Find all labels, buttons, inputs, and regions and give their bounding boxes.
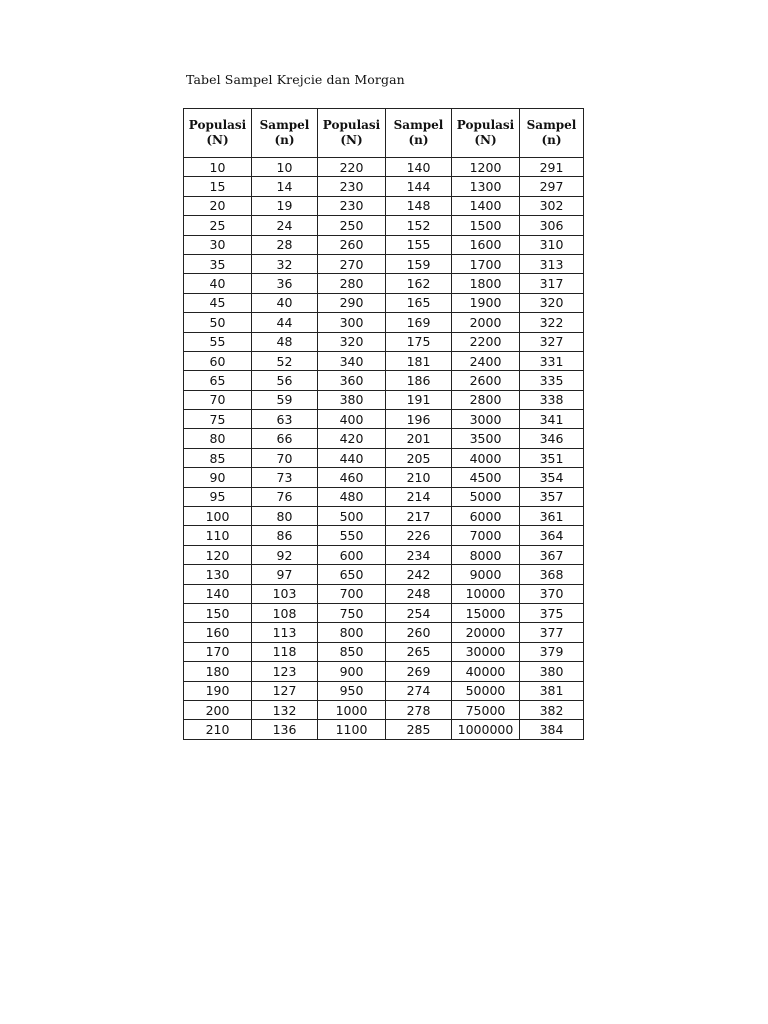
table-row xyxy=(184,720,584,739)
sampel-cell: 159 xyxy=(386,254,452,273)
populasi-cell: 1600 xyxy=(452,235,520,254)
header-populasi-2 xyxy=(318,109,386,158)
populasi-cell: 8000 xyxy=(452,545,520,564)
populasi-cell: 380 xyxy=(318,390,386,409)
populasi-cell: 480 xyxy=(318,487,386,506)
table-row xyxy=(184,584,584,603)
table-row xyxy=(184,429,584,448)
header-unit: (N) xyxy=(474,133,497,147)
populasi-cell: 30000 xyxy=(452,642,520,661)
sampel-cell: 169 xyxy=(386,313,452,332)
sampel-cell: 118 xyxy=(252,642,318,661)
sampel-cell: 32 xyxy=(252,254,318,273)
table-row xyxy=(184,235,584,254)
table-row xyxy=(184,274,584,293)
sampel-cell: 357 xyxy=(520,487,584,506)
populasi-cell: 300 xyxy=(318,313,386,332)
table-row xyxy=(184,254,584,273)
populasi-cell: 230 xyxy=(318,177,386,196)
populasi-cell: 150 xyxy=(184,603,252,622)
populasi-cell: 900 xyxy=(318,662,386,681)
sampel-cell: 162 xyxy=(386,274,452,293)
populasi-cell: 4500 xyxy=(452,468,520,487)
table-row xyxy=(184,177,584,196)
sampel-cell: 331 xyxy=(520,351,584,370)
sampel-cell: 92 xyxy=(252,545,318,564)
sampel-cell: 384 xyxy=(520,720,584,739)
table-row xyxy=(184,526,584,545)
populasi-cell: 170 xyxy=(184,642,252,661)
sampel-cell: 226 xyxy=(386,526,452,545)
sampel-cell: 40 xyxy=(252,293,318,312)
sampel-cell: 278 xyxy=(386,700,452,719)
sampel-cell: 196 xyxy=(386,410,452,429)
sampel-cell: 103 xyxy=(252,584,318,603)
sampel-cell: 175 xyxy=(386,332,452,351)
sampel-cell: 186 xyxy=(386,371,452,390)
populasi-cell: 15000 xyxy=(452,603,520,622)
header-label: Populasi xyxy=(188,118,247,132)
populasi-cell: 95 xyxy=(184,487,252,506)
populasi-cell: 50 xyxy=(184,313,252,332)
sampel-cell: 361 xyxy=(520,507,584,526)
populasi-cell: 850 xyxy=(318,642,386,661)
header-unit: (N) xyxy=(206,133,229,147)
sampel-cell: 274 xyxy=(386,681,452,700)
sampel-cell: 165 xyxy=(386,293,452,312)
populasi-cell: 400 xyxy=(318,410,386,429)
sampel-cell: 346 xyxy=(520,429,584,448)
sampel-cell: 380 xyxy=(520,662,584,681)
populasi-cell: 1500 xyxy=(452,216,520,235)
sampel-cell: 242 xyxy=(386,565,452,584)
populasi-cell: 1400 xyxy=(452,196,520,215)
table-row xyxy=(184,216,584,235)
sampel-cell: 181 xyxy=(386,351,452,370)
sampel-cell: 63 xyxy=(252,410,318,429)
sampel-cell: 370 xyxy=(520,584,584,603)
table-row xyxy=(184,196,584,215)
header-sampel-3 xyxy=(520,109,584,158)
populasi-cell: 15 xyxy=(184,177,252,196)
sampel-cell: 97 xyxy=(252,565,318,584)
populasi-cell: 2200 xyxy=(452,332,520,351)
sampel-cell: 80 xyxy=(252,507,318,526)
sampel-cell: 48 xyxy=(252,332,318,351)
populasi-cell: 25 xyxy=(184,216,252,235)
sampel-cell: 201 xyxy=(386,429,452,448)
sampel-cell: 86 xyxy=(252,526,318,545)
header-label: Populasi xyxy=(456,118,515,132)
header-unit: (N) xyxy=(340,133,363,147)
populasi-cell: 600 xyxy=(318,545,386,564)
populasi-cell: 10 xyxy=(184,158,252,177)
populasi-cell: 280 xyxy=(318,274,386,293)
populasi-cell: 440 xyxy=(318,448,386,467)
table-header xyxy=(184,109,584,158)
table-row xyxy=(184,700,584,719)
sampel-cell: 377 xyxy=(520,623,584,642)
header-populasi-3 xyxy=(452,109,520,158)
populasi-cell: 35 xyxy=(184,254,252,273)
sampel-cell: 73 xyxy=(252,468,318,487)
populasi-cell: 130 xyxy=(184,565,252,584)
populasi-cell: 1800 xyxy=(452,274,520,293)
sampel-cell: 379 xyxy=(520,642,584,661)
populasi-cell: 50000 xyxy=(452,681,520,700)
sampel-cell: 375 xyxy=(520,603,584,622)
populasi-cell: 260 xyxy=(318,235,386,254)
sampel-cell: 136 xyxy=(252,720,318,739)
populasi-cell: 220 xyxy=(318,158,386,177)
populasi-cell: 180 xyxy=(184,662,252,681)
sampel-cell: 152 xyxy=(386,216,452,235)
sampel-cell: 327 xyxy=(520,332,584,351)
populasi-cell: 90 xyxy=(184,468,252,487)
populasi-cell: 3500 xyxy=(452,429,520,448)
populasi-cell: 190 xyxy=(184,681,252,700)
sampel-cell: 36 xyxy=(252,274,318,293)
sampel-cell: 335 xyxy=(520,371,584,390)
populasi-cell: 120 xyxy=(184,545,252,564)
populasi-cell: 230 xyxy=(318,196,386,215)
header-label: Sampel xyxy=(259,118,310,132)
populasi-cell: 500 xyxy=(318,507,386,526)
table-row xyxy=(184,603,584,622)
sampel-cell: 260 xyxy=(386,623,452,642)
populasi-cell: 2600 xyxy=(452,371,520,390)
sampel-cell: 155 xyxy=(386,235,452,254)
sampel-cell: 310 xyxy=(520,235,584,254)
sampel-cell: 10 xyxy=(252,158,318,177)
populasi-cell: 460 xyxy=(318,468,386,487)
sampel-cell: 338 xyxy=(520,390,584,409)
sampel-cell: 320 xyxy=(520,293,584,312)
header-label: Populasi xyxy=(322,118,381,132)
populasi-cell: 340 xyxy=(318,351,386,370)
sampel-cell: 76 xyxy=(252,487,318,506)
populasi-cell: 320 xyxy=(318,332,386,351)
sampel-cell: 123 xyxy=(252,662,318,681)
table-row xyxy=(184,623,584,642)
populasi-cell: 75 xyxy=(184,410,252,429)
header-sampel-1 xyxy=(252,109,318,158)
populasi-cell: 700 xyxy=(318,584,386,603)
populasi-cell: 1100 xyxy=(318,720,386,739)
table-row xyxy=(184,642,584,661)
sampel-cell: 382 xyxy=(520,700,584,719)
table-row xyxy=(184,313,584,332)
sampel-cell: 19 xyxy=(252,196,318,215)
sampel-cell: 14 xyxy=(252,177,318,196)
sampel-cell: 297 xyxy=(520,177,584,196)
sampel-cell: 148 xyxy=(386,196,452,215)
header-unit: (n) xyxy=(408,133,429,147)
sampel-cell: 313 xyxy=(520,254,584,273)
table-row xyxy=(184,390,584,409)
sampel-cell: 217 xyxy=(386,507,452,526)
populasi-cell: 650 xyxy=(318,565,386,584)
populasi-cell: 100 xyxy=(184,507,252,526)
populasi-cell: 7000 xyxy=(452,526,520,545)
table-row xyxy=(184,293,584,312)
populasi-cell: 55 xyxy=(184,332,252,351)
populasi-cell: 2800 xyxy=(452,390,520,409)
sampel-cell: 66 xyxy=(252,429,318,448)
table-row xyxy=(184,507,584,526)
populasi-cell: 200 xyxy=(184,700,252,719)
populasi-cell: 1000 xyxy=(318,700,386,719)
sampel-cell: 44 xyxy=(252,313,318,332)
populasi-cell: 40 xyxy=(184,274,252,293)
sampel-cell: 205 xyxy=(386,448,452,467)
populasi-cell: 85 xyxy=(184,448,252,467)
table-row xyxy=(184,351,584,370)
populasi-cell: 20000 xyxy=(452,623,520,642)
populasi-cell: 800 xyxy=(318,623,386,642)
sampel-cell: 127 xyxy=(252,681,318,700)
populasi-cell: 5000 xyxy=(452,487,520,506)
header-sampel-2 xyxy=(386,109,452,158)
populasi-cell: 3000 xyxy=(452,410,520,429)
table-row xyxy=(184,662,584,681)
populasi-cell: 1300 xyxy=(452,177,520,196)
table-row xyxy=(184,545,584,564)
populasi-cell: 30 xyxy=(184,235,252,254)
header-label: Sampel xyxy=(393,118,444,132)
sampel-cell: 351 xyxy=(520,448,584,467)
populasi-cell: 20 xyxy=(184,196,252,215)
populasi-cell: 9000 xyxy=(452,565,520,584)
populasi-cell: 1000000 xyxy=(452,720,520,739)
sampel-cell: 210 xyxy=(386,468,452,487)
sampel-cell: 302 xyxy=(520,196,584,215)
populasi-cell: 360 xyxy=(318,371,386,390)
sampel-cell: 285 xyxy=(386,720,452,739)
table-row xyxy=(184,371,584,390)
sampel-cell: 269 xyxy=(386,662,452,681)
table-row xyxy=(184,681,584,700)
populasi-cell: 270 xyxy=(318,254,386,273)
populasi-cell: 10000 xyxy=(452,584,520,603)
populasi-cell: 140 xyxy=(184,584,252,603)
sampel-cell: 214 xyxy=(386,487,452,506)
sampel-cell: 108 xyxy=(252,603,318,622)
table-title: Tabel Sampel Krejcie dan Morgan xyxy=(186,72,405,87)
sampel-cell: 381 xyxy=(520,681,584,700)
header-populasi-1 xyxy=(184,109,252,158)
table-row xyxy=(184,468,584,487)
populasi-cell: 6000 xyxy=(452,507,520,526)
sampel-cell: 132 xyxy=(252,700,318,719)
sampel-cell: 248 xyxy=(386,584,452,603)
sampel-cell: 70 xyxy=(252,448,318,467)
header-unit: (n) xyxy=(541,133,562,147)
populasi-cell: 250 xyxy=(318,216,386,235)
sampel-cell: 341 xyxy=(520,410,584,429)
sampel-cell: 113 xyxy=(252,623,318,642)
populasi-cell: 950 xyxy=(318,681,386,700)
table-row xyxy=(184,410,584,429)
populasi-cell: 110 xyxy=(184,526,252,545)
sampel-cell: 367 xyxy=(520,545,584,564)
sampel-cell: 191 xyxy=(386,390,452,409)
sampel-cell: 140 xyxy=(386,158,452,177)
sampel-cell: 354 xyxy=(520,468,584,487)
sampel-cell: 144 xyxy=(386,177,452,196)
table-row xyxy=(184,487,584,506)
populasi-cell: 65 xyxy=(184,371,252,390)
populasi-cell: 750 xyxy=(318,603,386,622)
populasi-cell: 1200 xyxy=(452,158,520,177)
header-unit: (n) xyxy=(274,133,295,147)
sampel-cell: 24 xyxy=(252,216,318,235)
table-row xyxy=(184,565,584,584)
sampel-cell: 28 xyxy=(252,235,318,254)
header-row xyxy=(184,109,584,158)
populasi-cell: 2400 xyxy=(452,351,520,370)
populasi-cell: 75000 xyxy=(452,700,520,719)
populasi-cell: 2000 xyxy=(452,313,520,332)
sampel-cell: 52 xyxy=(252,351,318,370)
krejcie-morgan-table xyxy=(183,108,584,740)
populasi-cell: 160 xyxy=(184,623,252,642)
populasi-cell: 80 xyxy=(184,429,252,448)
sampel-cell: 234 xyxy=(386,545,452,564)
table-row xyxy=(184,448,584,467)
table-row xyxy=(184,332,584,351)
sampel-cell: 265 xyxy=(386,642,452,661)
populasi-cell: 1900 xyxy=(452,293,520,312)
populasi-cell: 1700 xyxy=(452,254,520,273)
populasi-cell: 4000 xyxy=(452,448,520,467)
populasi-cell: 45 xyxy=(184,293,252,312)
sampel-cell: 306 xyxy=(520,216,584,235)
populasi-cell: 210 xyxy=(184,720,252,739)
sampel-cell: 322 xyxy=(520,313,584,332)
sampel-cell: 254 xyxy=(386,603,452,622)
populasi-cell: 420 xyxy=(318,429,386,448)
sampel-cell: 291 xyxy=(520,158,584,177)
sampel-cell: 317 xyxy=(520,274,584,293)
table-body xyxy=(184,158,584,740)
sampel-cell: 368 xyxy=(520,565,584,584)
sampel-cell: 56 xyxy=(252,371,318,390)
header-label: Sampel xyxy=(526,118,577,132)
populasi-cell: 70 xyxy=(184,390,252,409)
populasi-cell: 550 xyxy=(318,526,386,545)
populasi-cell: 60 xyxy=(184,351,252,370)
populasi-cell: 40000 xyxy=(452,662,520,681)
sampel-cell: 364 xyxy=(520,526,584,545)
populasi-cell: 290 xyxy=(318,293,386,312)
sampel-cell: 59 xyxy=(252,390,318,409)
table-row xyxy=(184,158,584,177)
